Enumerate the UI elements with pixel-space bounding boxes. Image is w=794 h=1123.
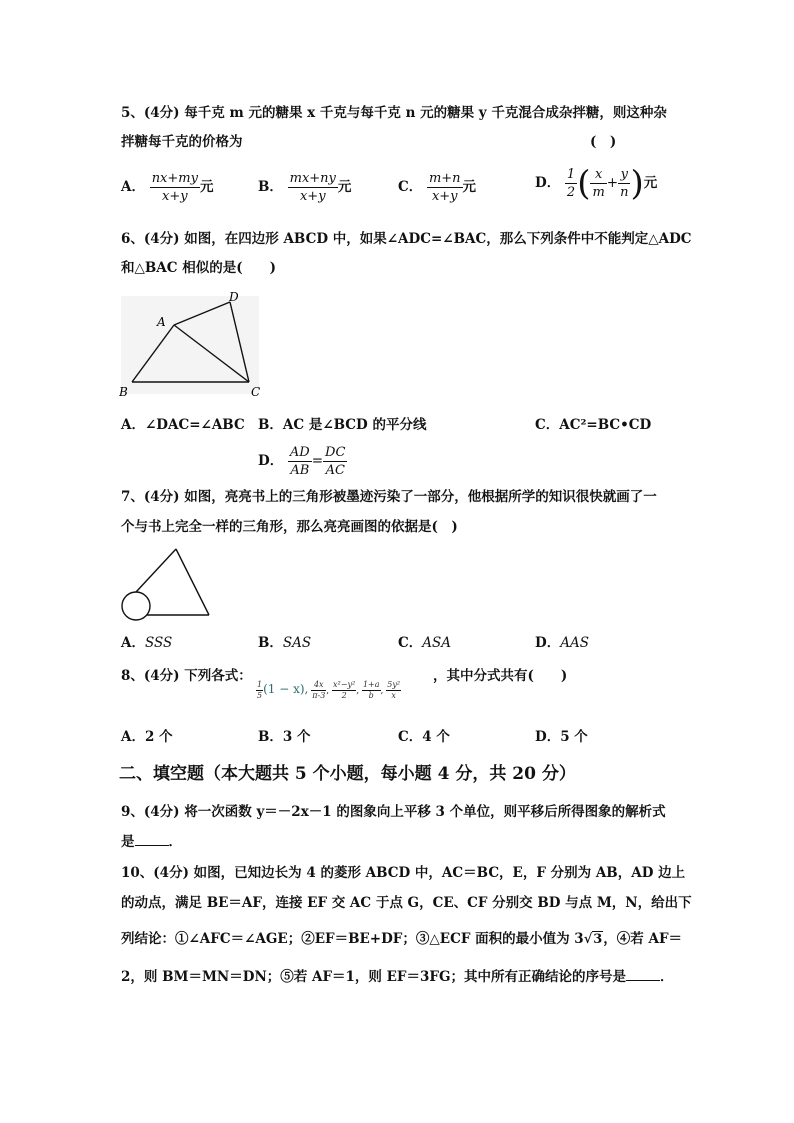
q5-option-c[interactable]: [398, 170, 476, 205]
q7-option-b-label: B．: [258, 635, 283, 651]
q7-option-a-value: SSS: [144, 635, 173, 651]
q8-option-d-label: D．: [535, 729, 561, 745]
q7-option-d-value: AAS: [560, 635, 589, 651]
q5-option-d-unit: 元: [643, 175, 658, 191]
q6-option-d-right-num: DC: [325, 445, 346, 460]
q7-option-a-label: A．: [121, 635, 145, 651]
q5-option-d-plus: +: [606, 175, 619, 191]
q5-option-d[interactable]: [535, 163, 658, 204]
q8-expr4-den: b: [368, 691, 374, 700]
q10-line3-b: ，④若 AF＝: [603, 931, 683, 947]
q7-option-d[interactable]: [535, 633, 589, 653]
q7-option-b-value: SAS: [282, 635, 312, 651]
q6-option-d-left-num: AD: [289, 445, 310, 460]
q5-option-a-unit: 元: [199, 179, 214, 195]
q7-triangle-figure: [118, 544, 214, 624]
q8-option-c[interactable]: [398, 727, 450, 747]
q7-option-d-label: D．: [535, 635, 561, 651]
q5-option-c-unit: 元: [462, 179, 477, 195]
q10-answer-blank[interactable]: [626, 966, 660, 981]
q8-option-b-label: B．: [258, 729, 283, 745]
q6-label-a: A: [157, 315, 166, 329]
q8-sep3: ,: [356, 686, 360, 696]
q5-option-a-fraction: [150, 170, 200, 205]
section-fill-in-heading: 二、填空题（本大题共 5 个小题，每小题 4 分，共 20 分）: [119, 764, 576, 784]
q6-line2: 和△BAC 相似的是( ): [121, 260, 276, 276]
q5-option-c-den: x+y: [431, 189, 458, 204]
q8-option-d[interactable]: [535, 727, 588, 747]
q9-line2-suffix: ．: [168, 834, 182, 850]
q5-option-c-num: m+n: [428, 171, 461, 186]
q5-option-a[interactable]: [121, 170, 213, 205]
q8-expr1-den: 5: [257, 691, 263, 700]
q5-option-d-frac-a: [590, 166, 606, 201]
q8-option-d-value: 5 个: [560, 729, 588, 745]
q7-option-a[interactable]: [121, 633, 172, 653]
q5-option-d-lparen: (: [577, 163, 591, 204]
q6-quadrilateral-figure: [119, 290, 269, 402]
q6-option-a[interactable]: A．∠DAC=∠ABC: [121, 417, 245, 433]
q6-option-d[interactable]: [258, 444, 347, 479]
q7-triangle-right-side: [176, 549, 209, 615]
q6-figure-background: [121, 296, 259, 394]
q8-expr4-num: 1+a: [362, 680, 380, 689]
q10-line4-prefix: 2，则 BM＝MN＝DN；⑤若 AF＝1，则 EF＝3FG；其中所有正确结论的序号是: [121, 969, 627, 985]
q5-option-d-b-den: n: [620, 185, 629, 200]
q8-expr3-den: 2: [341, 691, 347, 700]
q10-line3-a: 列结论：①∠AFC＝∠AGE；②EF＝BE+DF；③△ECF 面积的最小值为 3: [121, 931, 584, 947]
q8-expr1-tail: (1 − x),: [263, 682, 309, 696]
q8-expr2-fraction: [311, 680, 326, 701]
q8-expr2-num: 4x: [311, 680, 326, 691]
q6-label-c: C: [251, 385, 261, 399]
q6-option-c[interactable]: C．AC²=BC•CD: [535, 417, 652, 433]
q5-option-b-unit: 元: [337, 179, 352, 195]
q10-line2: 的动点，满足 BE＝AF，连接 EF 交 AC 于点 G，CE、CF 分别交 BD 与点 M，N，给出下: [121, 895, 692, 911]
q8-expr3-fraction: [332, 680, 356, 701]
q8-expressions: [256, 680, 401, 701]
q10-sqrt: √3: [583, 932, 603, 947]
q5-option-a-den: x+y: [162, 189, 188, 204]
q7-option-b[interactable]: [258, 633, 311, 653]
q8-expr4-fraction: [362, 680, 381, 701]
q6-label-b: B: [119, 385, 128, 399]
q7-line2: 个与书上完全一样的三角形，那么亮亮画图的依据是( ): [121, 519, 458, 535]
q8-expr2-den: π-3: [312, 691, 326, 700]
q6-label-d: D: [229, 290, 239, 304]
q7-option-c-label: C．: [398, 635, 423, 651]
q8-suffix: ，其中分式共有( ): [433, 668, 568, 684]
q8-expr5-den: x: [391, 691, 396, 700]
q6-option-d-right-fraction: [323, 444, 347, 479]
q8-expr5-fraction: [386, 680, 401, 701]
q5-line2: 拌糖每千克的价格为: [121, 134, 243, 150]
q8-expr5-num: 5y²: [387, 680, 401, 689]
q5-option-a-label: A．: [121, 179, 145, 195]
q5-answer-bracket: ( ): [590, 134, 617, 150]
q6-option-d-left-den: AB: [290, 463, 310, 478]
q10-line4-suffix: ．: [660, 969, 674, 985]
q6-line1: 6、(4分) 如图，在四边形 ABCD 中，如果∠ADC=∠BAC，那么下列条件中不能判定△ADC: [121, 231, 692, 247]
q5-option-b-fraction: [288, 170, 338, 205]
q8-sep4: ,: [380, 686, 384, 696]
q5-option-b[interactable]: [258, 170, 351, 205]
q6-option-d-left-fraction: [288, 444, 312, 479]
q8-expr3-num: x²−y²: [333, 680, 356, 689]
q8-option-a-label: A．: [121, 729, 145, 745]
q6-option-b[interactable]: B．AC 是∠BCD 的平分线: [258, 417, 427, 433]
q10-sqrt-radicand: 3: [593, 932, 603, 947]
q8-option-b-value: 3 个: [282, 729, 311, 745]
q7-ink-stain: [122, 592, 150, 620]
q9-line1: 9、(4分) 将一次函数 y＝－2x－1 的图象向上平移 3 个单位，则平移后所得图象的解析式: [121, 804, 666, 820]
q5-option-d-half-den: 2: [566, 185, 576, 200]
q8-option-c-label: C．: [398, 729, 423, 745]
q9-answer-blank[interactable]: [135, 831, 169, 846]
q8-option-c-value: 4 个: [422, 729, 450, 745]
q10-line4: [121, 966, 674, 987]
q5-option-b-den: x+y: [299, 189, 326, 204]
q8-option-a[interactable]: [121, 727, 173, 747]
q8-option-a-value: 2 个: [144, 729, 173, 745]
q6-option-d-right-den: AC: [325, 463, 345, 478]
q5-option-d-a-den: m: [592, 185, 605, 200]
q7-option-c[interactable]: [398, 633, 451, 653]
q5-option-d-a-num: x: [590, 166, 606, 184]
q5-option-d-label: D．: [535, 175, 561, 191]
q5-option-d-half-num: 1: [566, 167, 576, 182]
q8-sep2: ,: [326, 686, 330, 696]
q5-option-d-rparen: ): [630, 163, 644, 204]
q5-option-b-num: mx+ny: [289, 171, 336, 186]
q8-option-b[interactable]: [258, 727, 311, 747]
q5-option-a-num: nx+my: [151, 171, 198, 186]
q5-option-d-half: [565, 166, 577, 201]
q7-line1: 7、(4分) 如图，亮亮书上的三角形被墨迹污染了一部分，他根据所学的知识很快就画了一: [121, 489, 657, 505]
q5-option-d-frac-b: [618, 166, 630, 201]
q8-prefix: 8、(4分) 下列各式：: [121, 668, 252, 684]
q8-expr1-num: 1: [257, 680, 263, 689]
q9-line2-prefix: 是: [121, 834, 135, 850]
q5-line1: 5、(4分) 每千克 m 元的糖果 x 千克与每千克 n 元的糖果 y 千克混合成杂拌糖，则这种杂: [121, 105, 667, 121]
q6-option-d-label: D．: [258, 453, 284, 469]
q7-option-c-value: ASA: [422, 635, 451, 651]
q6-option-d-equals: =: [311, 453, 324, 469]
q5-option-c-fraction: [427, 170, 463, 205]
q5-option-d-b-num: y: [618, 166, 630, 184]
q5-option-c-label: C．: [398, 179, 423, 195]
q5-option-b-label: B．: [258, 179, 283, 195]
q10-line1: 10、(4分) 如图，已知边长为 4 的菱形 ABCD 中，AC＝BC，E，F 分别为 AB，AD 边上: [121, 865, 686, 881]
q9-line2: [121, 831, 182, 852]
q10-line3: [121, 929, 682, 950]
